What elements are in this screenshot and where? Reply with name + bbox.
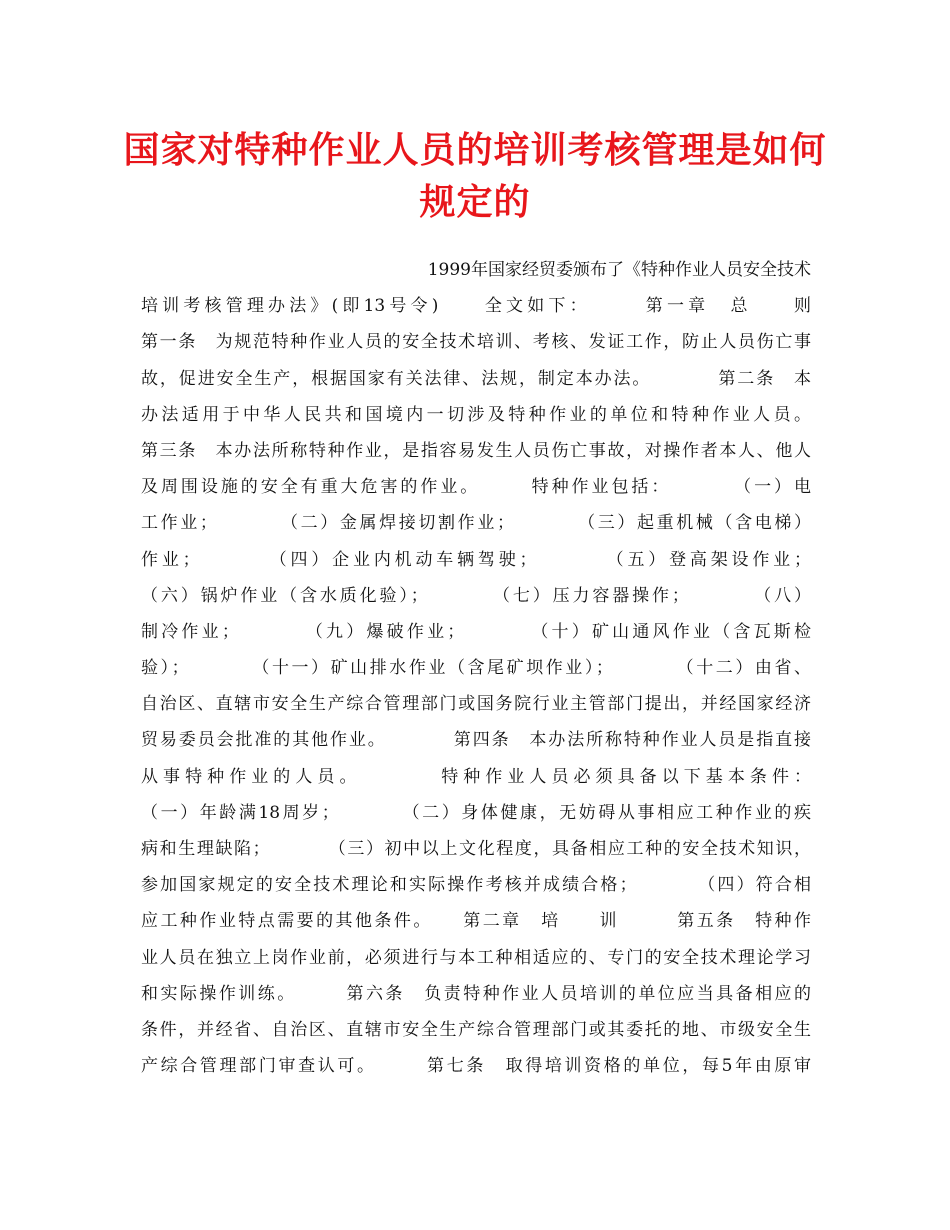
body-line: （一）年龄满18周岁； （二）身体健康，无妨碍从事相应工种作业的疾 xyxy=(141,802,811,823)
body-line: 参加国家规定的安全技术理论和实际操作考核并成绩合格； （四）符合相 xyxy=(141,875,811,896)
body-line: 办法适用于中华人民共和国境内一切涉及特种作业的单位和特种作业人员。 xyxy=(141,404,811,425)
body-line: 病和生理缺陷； （三）初中以上文化程度，具备相应工种的安全技术知识， xyxy=(141,839,811,859)
body-line: 1999年国家经贸委颁布了《特种作业人员安全技术 xyxy=(427,260,811,280)
body-line: 第一条 为规范特种作业人员的安全技术培训、考核、发证工作，防止人员伤亡事 xyxy=(141,332,811,353)
body-line: 培训考核管理办法》(即13号令) 全文如下： 第一章 总 则 xyxy=(141,296,811,317)
title-line-1: 国家对特种作业人员的培训考核管理是如何 xyxy=(123,129,827,171)
body-line: 应工种作业特点需要的其他条件。 第二章 培 训 第五条 特种作 xyxy=(141,911,811,932)
title-line-2: 规定的 xyxy=(419,181,531,223)
body-line: 故，促进安全生产，根据国家有关法律、法规，制定本办法。 第二条 本 xyxy=(141,368,811,389)
body-line: （六）锅炉作业（含水质化验）； （七）压力容器操作； （八） xyxy=(141,585,811,606)
body-line: 制冷作业； （九）爆破作业； （十）矿山通风作业（含瓦斯检 xyxy=(141,621,811,642)
body-line: 业人员在独立上岗作业前，必须进行与本工种相适应的、专门的安全技术理论学习 xyxy=(141,947,811,968)
body-line: 从事特种作业的人员。 特种作业人员必须具备以下基本条件： xyxy=(141,766,811,787)
body-line: 验）； （十一）矿山排水作业（含尾矿坝作业）； （十二）由省、 xyxy=(141,658,811,679)
body-line: 贸易委员会批准的其他作业。 第四条 本办法所称特种作业人员是指直接 xyxy=(141,730,811,751)
body-line: 产综合管理部门审查认可。 第七条 取得培训资格的单位，每5年由原审 xyxy=(141,1056,811,1077)
body-line: 及周围设施的安全有重大危害的作业。 特种作业包括： （一）电 xyxy=(141,477,811,498)
body-line: 工作业； （二）金属焊接切割作业； （三）起重机械（含电梯） xyxy=(141,513,811,534)
body-line: 第三条 本办法所称特种作业，是指容易发生人员伤亡事故，对操作者本人、他人 xyxy=(141,440,811,461)
document-body xyxy=(141,252,811,1084)
body-line: 条件，并经省、自治区、直辖市安全生产综合管理部门或其委托的地、市级安全生 xyxy=(141,1019,811,1040)
document-title xyxy=(120,124,830,228)
body-line: 作业； （四）企业内机动车辆驾驶； （五）登高架设作业； xyxy=(141,549,811,570)
body-line: 和实际操作训练。 第六条 负责特种作业人员培训的单位应当具备相应的 xyxy=(141,983,811,1004)
body-line: 自治区、直辖市安全生产综合管理部门或国务院行业主管部门提出，并经国家经济 xyxy=(141,694,811,715)
